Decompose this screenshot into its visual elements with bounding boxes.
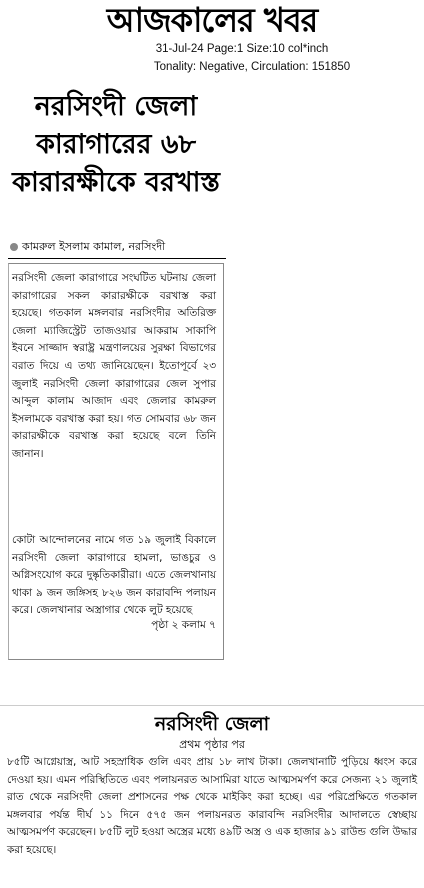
clip-meta-line1: 31-Jul-24 Page:1 Size:10 col*inch [155, 43, 329, 55]
continuation-clip [0, 705, 424, 888]
article-byline: কামরুল ইসলাম কামাল, নরসিংদী [22, 240, 166, 253]
masthead-title: আজকালের খবর [106, 0, 318, 40]
article-paragraph-1: নরসিংদী জেলা কারাগারে সংঘটিত ঘটনায় জেলা কারাগারের সকল কারারক্ষীকে বরখাস্ত করা হয়েছে। গতকাল মঙ্গলবার নরসিংদীর অতিরিক্ত জেলা ম্যাজিস্ট্রেট তাজওয়ার আকরাম সাকাপি ইবনে সাজ্জাদ স্বরাষ্ট্র মন্ত্রণালয়ের সুরক্ষা বিভাগের বরাত দিয়ে এ তথ্য জানিয়েছেন। ইতোপূর্বে ২৩ জুলাই নরসিংদী জেলা কারাগারের জেল সুপার আব্দুল কালাম আজাদ এবং জেলার কামরুল ইসলামকে বরখাস্ত করা হয়। গত সোমবার ৬৮ জন কারারক্ষীকে বরখাস্ত করা হয়েছে বলে তিনি জানান। [12, 272, 216, 460]
article-clip [6, 80, 418, 680]
clip-meta-line2: Tonality: Negative, Circulation: 151850 [153, 61, 351, 73]
continuation-headline: নরসিংদী জেলা [154, 713, 270, 735]
continuation-body: ৮৫টি আগ্নেয়াস্ত্র, আট সহস্রাধিক গুলি এবং প্রায় ১৮ লাখ টাকা। জেলখানাটি পুড়িয়ে ধ্বংস করে দেওয়া হয়। এমন পরিস্থিতিতে এবং পলায়নরত আসামিরা যাতে আত্মসমর্পণ করে সেজন্য ২১ জুলাই রাত থেকে নরসিংদী জেলা প্রশাসনের পক্ষ থেকে মাইকিং করা হচ্ছে। এর পরিপ্রেক্ষিতে গতকাল মঙ্গলবার পর্যন্ত দীর্ঘ ১১ দিনে ৫৭৫ জন পলায়নরত কারাবন্দি নরসিংদীর আদালতে স্বেচ্ছায় আত্মসমর্পণ করেছেন। ৮৫টি লুট হওয়া অস্ত্রের মধ্যে ৪৯টি অস্ত্র ও এক হাজার ৯১ রাউন্ড গুলি উদ্ধার করা হয়েছে। [7, 756, 417, 856]
article-headline: নরসিংদী জেলা কারাগারের ৬৮ কারারক্ষীকে বরখাস্ত [12, 91, 220, 198]
bullet-icon [10, 243, 18, 251]
continuation-subhead: প্রথম পৃষ্ঠার পর [179, 738, 245, 751]
byline-row [8, 238, 226, 259]
newspaper-masthead [0, 0, 424, 40]
continued-reference: পৃষ্ঠা ২ কলাম ৭ [151, 619, 216, 631]
article-paragraph-2: কোটা আন্দোলনের নামে গত ১৯ জুলাই বিকালে নরসিংদী জেলা কারাগারে হামলা, ভাঙচুর ও অগ্নিসংযোগ করে দুষ্কৃতিকারীরা। এতে জেলখানায় থাকা ৯ জন জঙ্গিসহ ৮২৬ জন কারাবন্দি পলায়ন করে। জেলখানার অস্ত্রাগার থেকে লুট হয়েছে [12, 534, 216, 617]
